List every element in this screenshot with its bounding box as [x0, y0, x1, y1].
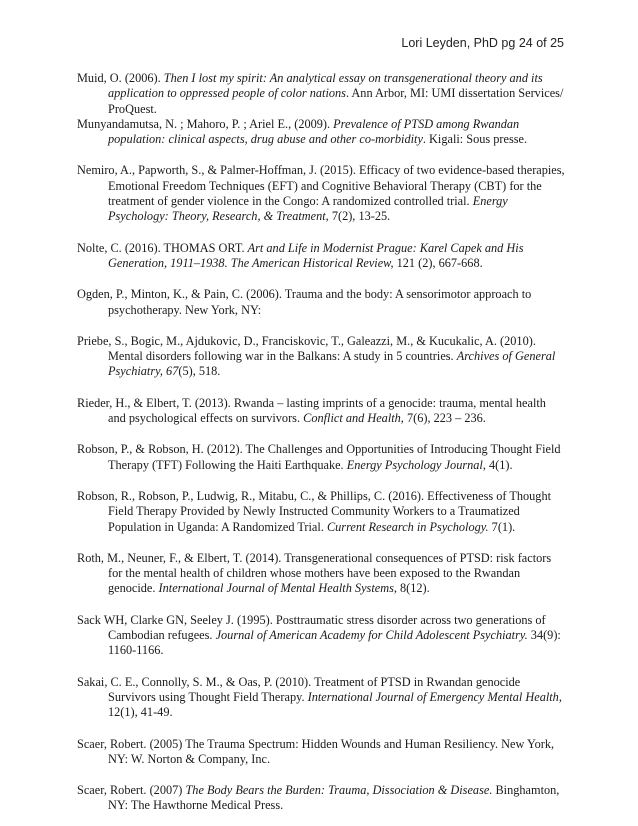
reference-text: 121 (2), 667-668. [393, 255, 483, 270]
reference-text: 34(9): 1160-1166. [108, 628, 561, 658]
reference-entry [77, 675, 565, 721]
reference-text: 8(12). [396, 581, 430, 596]
reference-entry [77, 396, 565, 427]
page-header: Lori Leyden, PhD pg 24 of 25 [401, 36, 564, 50]
reference-italic-text: Conflict and Health, [303, 411, 404, 426]
reference-list [77, 71, 565, 814]
reference-italic-text: Then I lost my spirit: An analytical essay on transgenerational theory and its application to oppressed people of color nations [108, 71, 543, 101]
reference-text: Robson, P., & Robson, H. (2012). The Challenges and Opportunities of Introducing Thought Field Therapy (TFT) Following the Haiti Earthquake. [77, 442, 561, 472]
reference-entry [77, 737, 565, 768]
reference-text: Sack WH, Clarke GN, Seeley J. (1995). Posttraumatic stress disorder across two generations of Cambodian refugees. [77, 612, 546, 643]
reference-text: Nemiro, A., Papworth, S., & Palmer-Hoffman, J. (2015). Efficacy of two evidence-based therapies, Emotional Freedom Techniques (EFT) and Cognitive Behavioral Therapy (CBT) for the treatment of gender violence in the Congo: A randomized controlled trial. [77, 163, 565, 209]
reference-italic-text: Energy Psychology Journal [346, 457, 483, 472]
reference-text: , 4(1). [482, 457, 513, 472]
reference-text: (5), 518. [178, 364, 221, 379]
reference-text: Rieder, H., & Elbert, T. (2013). Rwanda – lasting imprints of a genocide: trauma, mental health and psychological effects on survivors. [77, 395, 546, 426]
reference-italic-text: Archives of General Psychiatry, 67 [108, 349, 556, 379]
reference-text: Binghamton, NY: The Hawthorne Medical Press. [108, 783, 560, 813]
reference-entry [77, 71, 565, 117]
reference-entry [77, 241, 565, 272]
reference-italic-text: The Body Bears the Burden: Trauma, Dissociation & Disease. [185, 783, 493, 798]
reference-text: 12(1), 41-49. [108, 705, 173, 720]
reference-italic-text: International Journal of Mental Health Systems, [158, 581, 397, 596]
reference-text: . Ann Arbor, MI: UMI dissertation Services/ ProQuest. [108, 86, 564, 116]
reference-italic-text: Art and Life in Modernist Prague: Karel Capek and His Generation, 1911–1938. The American Historical Review, [108, 240, 524, 270]
reference-entry [77, 442, 565, 473]
reference-text: Scaer, Robert. (2005) The Trauma Spectrum: Hidden Wounds and Human Resiliency. New York, NY: W. Norton & Company, Inc. [77, 736, 555, 766]
reference-text: , 7(2), 13-25. [325, 209, 391, 224]
reference-entry [77, 489, 565, 535]
reference-text: Scaer, Robert. (2007) [77, 783, 186, 798]
reference-italic-text: Current Research in Psychology. [326, 519, 489, 534]
reference-entry [77, 613, 565, 659]
reference-text: Robson, R., Robson, P., Ludwig, R., Mitabu, C., & Phillips, C. (2016). Effectiveness of Thought Field Therapy Provided by Newly Instructed Community Workers to a Traumatized Population in Uganda: A Randomized Trial. [77, 488, 552, 534]
reference-text: Priebe, S., Bogic, M., Ajdukovic, D., Franciskovic, T., Galeazzi, M., & Kucukalic, A. (2010). Mental disorders following war in the Balkans: A study in 5 countries. [77, 333, 536, 364]
reference-text: 7(6), 223 – 236. [403, 411, 486, 426]
reference-entry [77, 163, 565, 224]
reference-text: Nolte, C. (2016). THOMAS ORT. [77, 240, 248, 255]
reference-text: Muid, O. (2006). [77, 71, 164, 85]
reference-entry [77, 287, 565, 318]
reference-entry [77, 117, 565, 148]
reference-text: 7(1). [488, 519, 516, 534]
reference-text: Sakai, C. E., Connolly, S. M., & Oas, P. (2010). Treatment of PTSD in Rwandan genocide Survivors using Thought Field Therapy. [77, 674, 521, 704]
reference-text: Munyandamutsa, N. ; Mahoro, P. ; Ariel E., (2009). [77, 116, 334, 131]
reference-entry [77, 334, 565, 380]
reference-text: Ogden, P., Minton, K., & Pain, C. (2006). Trauma and the body: A sensorimotor approach to psychotherapy. New York, NY: [77, 287, 532, 317]
reference-text: . Kigali: Sous presse. [422, 132, 528, 147]
reference-italic-text: Energy Psychology: Theory, Research, & Treatment [108, 194, 508, 224]
reference-text: Roth, M., Neuner, F., & Elbert, T. (2014). Transgenerational consequences of PTSD: risk factors for the mental health of children whose mothers have been exposed to the Rwandan genocide. [77, 550, 552, 596]
reference-italic-text: Prevalence of PTSD among Rwandan population: clinical aspects, drug abuse and other co-morbidity [108, 116, 520, 147]
reference-italic-text: Journal of American Academy for Child Adolescent Psychiatry. [215, 628, 528, 643]
reference-entry [77, 783, 565, 814]
reference-italic-text: International Journal of Emergency Mental Health, [307, 689, 562, 704]
reference-entry [77, 551, 565, 597]
